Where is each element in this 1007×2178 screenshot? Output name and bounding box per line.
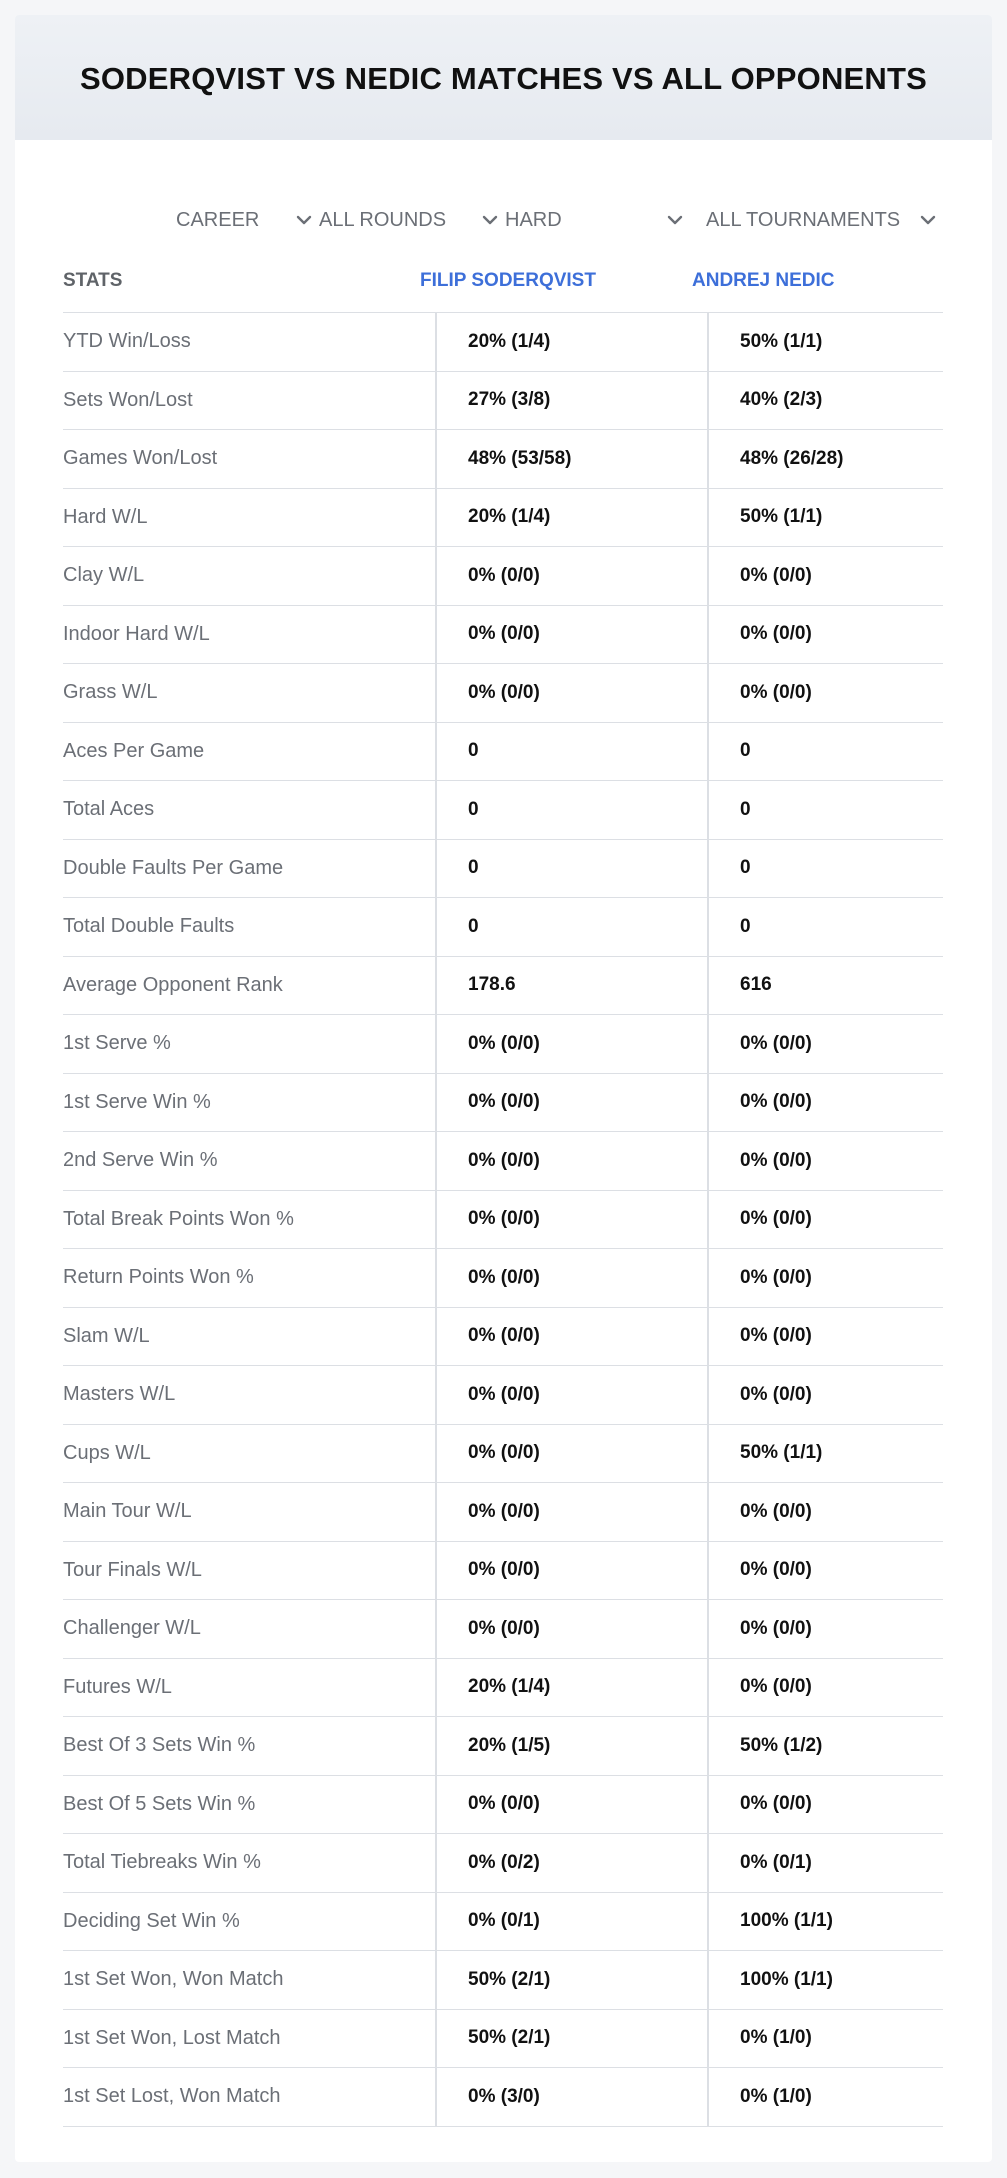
column-divider — [707, 1191, 709, 1250]
player2-value: 50% (1/2) — [740, 1734, 823, 1756]
player2-value: 0% (0/0) — [740, 1500, 812, 1522]
stat-label: 2nd Serve Win % — [63, 1149, 218, 1172]
stat-label: Return Points Won % — [63, 1266, 254, 1289]
column-divider — [435, 1834, 437, 1893]
stat-label: Aces Per Game — [63, 739, 205, 762]
stat-label: Cups W/L — [63, 1441, 151, 1464]
stats-table — [63, 250, 943, 2127]
stat-label: Total Double Faults — [63, 915, 235, 938]
player1-value: 0% (0/0) — [468, 564, 540, 586]
player1-value: 20% (1/4) — [468, 1676, 551, 1698]
player1-value: 0 — [468, 857, 479, 879]
table-row — [63, 1308, 943, 1367]
player1-value: 0% (0/0) — [468, 1032, 540, 1054]
table-row — [63, 606, 943, 665]
player1-value: 27% (3/8) — [468, 389, 551, 411]
player2-value: 0 — [740, 798, 751, 820]
column-divider — [435, 840, 437, 899]
stat-label: 1st Set Lost, Won Match — [63, 2085, 281, 2108]
stat-label: Total Aces — [63, 798, 155, 821]
player2-value: 0% (0/0) — [740, 1032, 812, 1054]
player1-value: 20% (1/4) — [468, 506, 551, 528]
stat-label: Futures W/L — [63, 1675, 172, 1698]
player1-value: 48% (53/58) — [468, 447, 572, 469]
player1-value: 0% (0/0) — [468, 1500, 540, 1522]
player2-value: 100% (1/1) — [740, 1910, 833, 1932]
player2-value: 0% (0/0) — [740, 564, 812, 586]
period-select-value: CAREER — [176, 208, 260, 231]
table-row — [63, 2068, 943, 2127]
rounds-select[interactable] — [319, 190, 446, 250]
player1-value: 50% (2/1) — [468, 2027, 551, 2049]
player1-value: 178.6 — [468, 974, 516, 996]
table-row — [63, 313, 943, 372]
stat-label: Total Break Points Won % — [63, 1207, 294, 1230]
table-row — [63, 430, 943, 489]
player2-value: 100% (1/1) — [740, 1968, 833, 1990]
column-divider — [435, 1893, 437, 1952]
column-divider — [435, 781, 437, 840]
table-row — [63, 1249, 943, 1308]
player2-value: 0 — [740, 740, 751, 762]
column-divider — [707, 1717, 709, 1776]
table-row — [63, 1893, 943, 1952]
column-divider — [435, 1132, 437, 1191]
column-divider — [435, 1249, 437, 1308]
column-divider — [435, 1308, 437, 1367]
surface-select-value: HARD — [505, 208, 562, 231]
table-row — [63, 1717, 943, 1776]
stat-label: Best Of 5 Sets Win % — [63, 1792, 256, 1815]
player1-value: 0% (0/0) — [468, 1266, 540, 1288]
column-divider — [707, 840, 709, 899]
player2-value: 0% (0/0) — [740, 1793, 812, 1815]
stat-label: Slam W/L — [63, 1324, 150, 1347]
column-divider — [707, 781, 709, 840]
player2-value: 0 — [740, 857, 751, 879]
column-divider — [435, 1659, 437, 1718]
table-row — [63, 2010, 943, 2069]
column-divider — [435, 1951, 437, 2010]
player2-value: 0% (0/0) — [740, 623, 812, 645]
stat-label: Tour Finals W/L — [63, 1558, 202, 1581]
table-row — [63, 898, 943, 957]
player2-value: 0% (0/0) — [740, 681, 812, 703]
column-divider — [707, 1366, 709, 1425]
column-divider — [435, 957, 437, 1016]
player1-value: 20% (1/4) — [468, 330, 551, 352]
stat-label: YTD Win/Loss — [63, 330, 191, 353]
player2-value: 0% (0/0) — [740, 1617, 812, 1639]
period-select[interactable] — [176, 190, 259, 250]
stat-label: Indoor Hard W/L — [63, 622, 210, 645]
column-divider — [707, 1074, 709, 1133]
player1-value: 0% (0/0) — [468, 1559, 540, 1581]
chevron-down-icon — [667, 190, 683, 250]
column-divider — [707, 723, 709, 782]
stat-label: Clay W/L — [63, 564, 145, 587]
column-divider — [707, 430, 709, 489]
player1-value: 0 — [468, 740, 479, 762]
stat-label: Average Opponent Rank — [63, 973, 283, 996]
column-divider — [707, 1015, 709, 1074]
player2-value: 0% (0/0) — [740, 1325, 812, 1347]
player1-value: 0% (0/0) — [468, 1442, 540, 1464]
stat-label: 1st Serve Win % — [63, 1090, 211, 1113]
player2-value: 0 — [740, 915, 751, 937]
player2-value: 50% (1/1) — [740, 506, 823, 528]
table-row — [63, 1425, 943, 1484]
player2-value: 616 — [740, 974, 772, 996]
chevron-down-icon — [296, 190, 312, 250]
table-header — [63, 250, 943, 313]
player2-value: 0% (1/0) — [740, 2027, 812, 2049]
column-divider — [707, 898, 709, 957]
column-divider — [435, 547, 437, 606]
rounds-select-value: ALL ROUNDS — [319, 208, 447, 231]
stat-label: 1st Serve % — [63, 1032, 171, 1055]
table-row — [63, 957, 943, 1016]
player2-value: 0% (0/1) — [740, 1851, 812, 1873]
column-divider — [435, 1717, 437, 1776]
stat-label: Double Faults Per Game — [63, 856, 284, 879]
column-divider — [435, 313, 437, 372]
column-divider — [707, 547, 709, 606]
column-divider — [707, 313, 709, 372]
player1-link[interactable]: FILIP SODERQVIST — [420, 270, 596, 291]
table-row — [63, 1015, 943, 1074]
column-divider — [707, 1893, 709, 1952]
stat-label: Masters W/L — [63, 1383, 176, 1406]
column-divider — [707, 1308, 709, 1367]
table-row — [63, 1366, 943, 1425]
page-title: SODERQVIST VS NEDIC MATCHES VS ALL OPPONENTS — [79, 60, 928, 96]
table-body — [63, 313, 943, 2127]
column-divider — [435, 1425, 437, 1484]
player2-value: 0% (0/0) — [740, 1208, 812, 1230]
player1-value: 0% (0/0) — [468, 1793, 540, 1815]
player1-value: 0 — [468, 915, 479, 937]
column-divider — [435, 1600, 437, 1659]
table-row — [63, 1132, 943, 1191]
column-divider — [707, 1132, 709, 1191]
column-divider — [435, 664, 437, 723]
stat-label: Games Won/Lost — [63, 447, 218, 470]
player1-value: 0% (0/0) — [468, 1149, 540, 1171]
table-row — [63, 781, 943, 840]
column-divider — [435, 2068, 437, 2127]
stat-label: Sets Won/Lost — [63, 388, 193, 411]
table-row — [63, 1659, 943, 1718]
player1-value: 0% (0/2) — [468, 1851, 540, 1873]
column-divider — [435, 606, 437, 665]
player1-value: 0% (0/1) — [468, 1910, 540, 1932]
player1-value: 0% (0/0) — [468, 1325, 540, 1347]
column-divider — [707, 1600, 709, 1659]
player1-value: 0 — [468, 798, 479, 820]
player1-value: 0% (0/0) — [468, 1208, 540, 1230]
column-divider — [435, 1483, 437, 1542]
column-divider — [707, 606, 709, 665]
column-divider — [707, 1834, 709, 1893]
column-divider — [435, 430, 437, 489]
stat-label: 1st Set Won, Won Match — [63, 1968, 284, 1991]
stat-label: Total Tiebreaks Win % — [63, 1851, 261, 1874]
player1-value: 0% (3/0) — [468, 2085, 540, 2107]
column-divider — [707, 372, 709, 431]
column-divider — [435, 489, 437, 548]
column-divider — [435, 2010, 437, 2069]
column-divider — [707, 1659, 709, 1718]
player2-value: 0% (0/0) — [740, 1676, 812, 1698]
column-divider — [707, 489, 709, 548]
table-row — [63, 1951, 943, 2010]
player2-value: 0% (0/0) — [740, 1149, 812, 1171]
player1-value: 0% (0/0) — [468, 1091, 540, 1113]
table-row — [63, 840, 943, 899]
player2-link[interactable]: ANDREJ NEDIC — [692, 270, 835, 291]
column-divider — [435, 1542, 437, 1601]
player2-value: 0% (0/0) — [740, 1091, 812, 1113]
table-row — [63, 1542, 943, 1601]
player2-value: 0% (1/0) — [740, 2085, 812, 2107]
filter-bar — [15, 190, 992, 250]
column-divider — [435, 1191, 437, 1250]
column-divider — [435, 898, 437, 957]
column-divider — [707, 1951, 709, 2010]
stats-card — [15, 15, 992, 2162]
surface-select[interactable] — [505, 190, 562, 250]
player1-value: 20% (1/5) — [468, 1734, 551, 1756]
table-row — [63, 1600, 943, 1659]
table-row — [63, 1483, 943, 1542]
player2-value: 0% (0/0) — [740, 1266, 812, 1288]
table-row — [63, 1834, 943, 1893]
column-divider — [435, 372, 437, 431]
chevron-down-icon — [920, 190, 936, 250]
column-divider — [707, 1776, 709, 1835]
player1-value: 0% (0/0) — [468, 1617, 540, 1639]
player2-value: 50% (1/1) — [740, 1442, 823, 1464]
player1-value: 0% (0/0) — [468, 1383, 540, 1405]
column-divider — [707, 1249, 709, 1308]
table-row — [63, 489, 943, 548]
stat-label: Main Tour W/L — [63, 1500, 192, 1523]
card-header — [15, 15, 992, 140]
player1-value: 0% (0/0) — [468, 623, 540, 645]
column-divider — [435, 723, 437, 782]
player2-value: 50% (1/1) — [740, 330, 823, 352]
player2-value: 0% (0/0) — [740, 1559, 812, 1581]
stat-label: Best Of 3 Sets Win % — [63, 1734, 256, 1757]
column-divider — [707, 664, 709, 723]
player2-value: 48% (26/28) — [740, 447, 844, 469]
column-divider — [707, 1425, 709, 1484]
column-divider — [707, 1483, 709, 1542]
table-row — [63, 547, 943, 606]
column-divider — [707, 2068, 709, 2127]
table-row — [63, 1191, 943, 1250]
column-divider — [707, 2010, 709, 2069]
stat-label: 1st Set Won, Lost Match — [63, 2026, 281, 2049]
stats-column-header: STATS — [63, 270, 123, 291]
player1-value: 0% (0/0) — [468, 681, 540, 703]
stat-label: Hard W/L — [63, 505, 148, 528]
column-divider — [435, 1776, 437, 1835]
player2-value: 0% (0/0) — [740, 1383, 812, 1405]
column-divider — [435, 1074, 437, 1133]
column-divider — [435, 1366, 437, 1425]
player2-value: 40% (2/3) — [740, 389, 823, 411]
table-row — [63, 372, 943, 431]
column-divider — [707, 1542, 709, 1601]
stat-label: Deciding Set Win % — [63, 1909, 240, 1932]
table-row — [63, 723, 943, 782]
table-row — [63, 664, 943, 723]
table-row — [63, 1776, 943, 1835]
stat-label: Grass W/L — [63, 681, 158, 704]
stat-label: Challenger W/L — [63, 1617, 201, 1640]
column-divider — [707, 957, 709, 1016]
player1-value: 50% (2/1) — [468, 1968, 551, 1990]
column-divider — [435, 1015, 437, 1074]
chevron-down-icon — [482, 190, 498, 250]
tournaments-select[interactable] — [706, 190, 900, 250]
tournaments-select-value: ALL TOURNAMENTS — [706, 208, 901, 231]
table-row — [63, 1074, 943, 1133]
